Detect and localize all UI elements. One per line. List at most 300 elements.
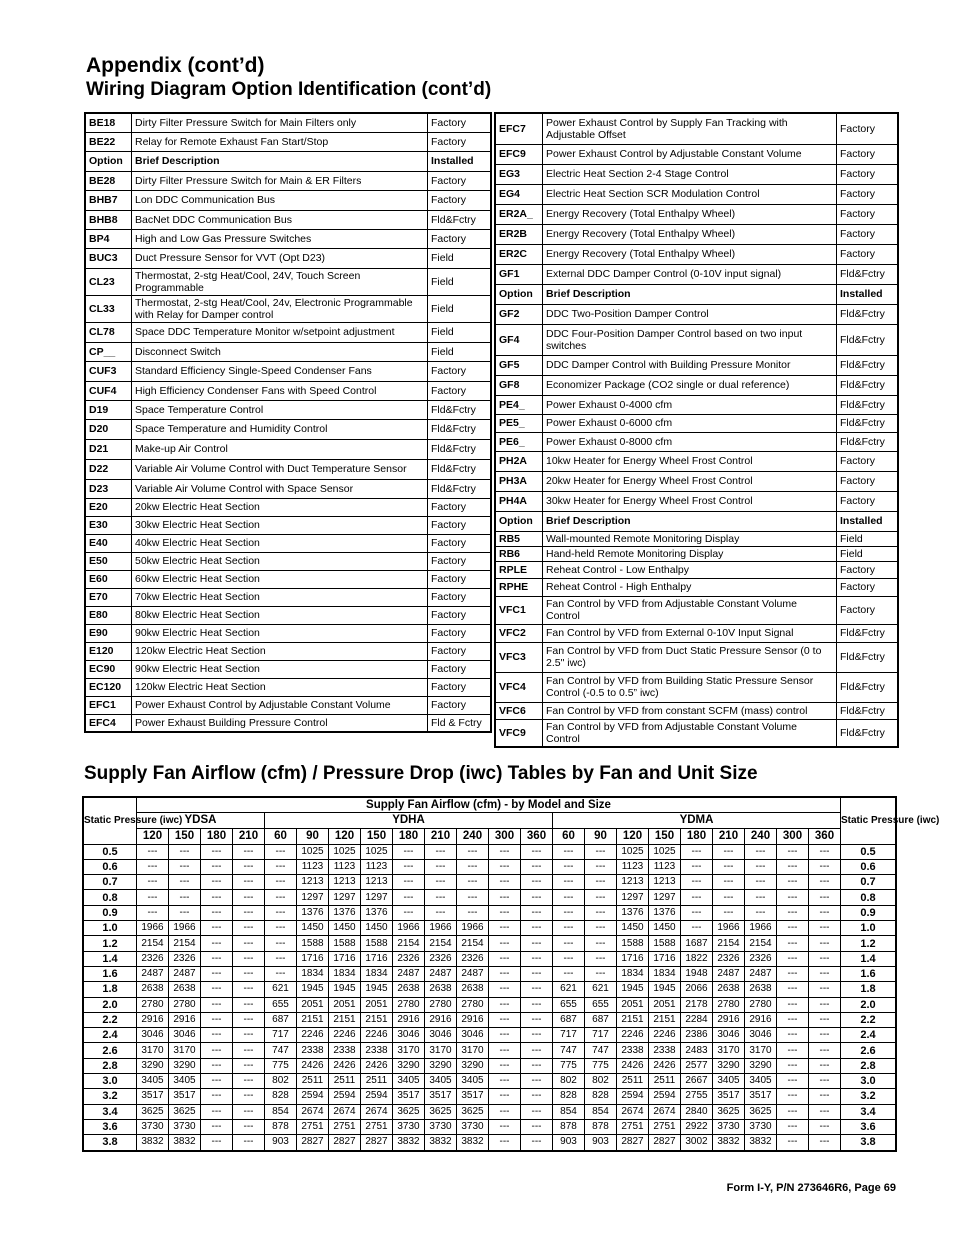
airflow-cell: 2326 xyxy=(457,951,489,966)
static-pressure-cell: 1.8 xyxy=(83,982,137,997)
airflow-cell: 3625 xyxy=(425,1104,457,1119)
fan-size-header: 120 xyxy=(137,828,169,844)
option-code: E70 xyxy=(85,588,132,606)
option-installed: Fld&Fctry xyxy=(837,702,899,719)
airflow-cell: 655 xyxy=(585,997,617,1012)
option-row xyxy=(495,164,898,184)
static-pressure-cell: 1.0 xyxy=(841,921,897,936)
static-pressure-cell: 0.6 xyxy=(841,859,897,874)
option-installed: Factory xyxy=(428,570,492,588)
option-code: D22 xyxy=(85,459,132,479)
option-description: Standard Efficiency Single-Speed Condenser Fans xyxy=(132,361,428,381)
option-row xyxy=(85,570,491,588)
airflow-cell: --- xyxy=(777,1043,809,1058)
airflow-cell: 1588 xyxy=(297,936,329,951)
airflow-cell: 2246 xyxy=(649,1028,681,1043)
airflow-cell: 2511 xyxy=(361,1074,393,1089)
option-description: Power Exhaust 0-8000 cfm xyxy=(543,432,837,451)
airflow-cell: --- xyxy=(553,905,585,920)
option-description: Energy Recovery (Total Enthalpy Wheel) xyxy=(543,224,837,244)
airflow-cell: 2426 xyxy=(617,1058,649,1073)
airflow-cell: 2154 xyxy=(137,936,169,951)
airflow-cell: --- xyxy=(201,1058,233,1073)
option-row xyxy=(85,459,491,479)
airflow-cell: 1716 xyxy=(649,951,681,966)
option-installed-header: Installed xyxy=(428,151,492,171)
airflow-cell: 1297 xyxy=(361,890,393,905)
option-row xyxy=(495,355,898,375)
airflow-cell: --- xyxy=(777,951,809,966)
airflow-cell: --- xyxy=(201,1012,233,1027)
pressure-row xyxy=(83,905,896,920)
fan-size-header: 120 xyxy=(329,828,361,844)
option-row xyxy=(85,295,491,322)
pressure-row xyxy=(83,982,896,997)
airflow-cell: 2674 xyxy=(649,1104,681,1119)
airflow-cell: --- xyxy=(553,890,585,905)
option-code: E120 xyxy=(85,642,132,660)
airflow-cell: --- xyxy=(201,997,233,1012)
airflow-cell: 2151 xyxy=(297,1012,329,1027)
airflow-cell: 747 xyxy=(553,1043,585,1058)
airflow-cell: --- xyxy=(489,951,521,966)
option-description: Fan Control by VFD from Duct Static Pressure Sensor (0 to 2.5" iwc) xyxy=(543,642,837,672)
option-code: CL78 xyxy=(85,322,132,342)
option-code: PH2A xyxy=(495,451,543,471)
static-pressure-cell: 0.6 xyxy=(83,859,137,874)
airflow-cell: 3517 xyxy=(393,1089,425,1104)
option-row xyxy=(495,375,898,395)
airflow-cell: --- xyxy=(521,1104,553,1119)
airflow-cell: 3046 xyxy=(457,1028,489,1043)
airflow-cell: --- xyxy=(809,1135,841,1151)
airflow-cell: 2827 xyxy=(297,1135,329,1151)
airflow-cell: 3046 xyxy=(169,1028,201,1043)
airflow-cell: --- xyxy=(393,905,425,920)
airflow-cell: 3625 xyxy=(169,1104,201,1119)
airflow-cell: 1588 xyxy=(649,936,681,951)
airflow-cell: 2916 xyxy=(393,1012,425,1027)
option-description: DDC Four-Position Damper Control based on two input switches xyxy=(543,324,837,355)
fan-size-header: 240 xyxy=(745,828,777,844)
airflow-cell: 2154 xyxy=(745,936,777,951)
static-pressure-cell: 3.6 xyxy=(841,1119,897,1134)
airflow-cell: 2154 xyxy=(169,936,201,951)
option-description: 30kw Heater for Energy Wheel Frost Control xyxy=(543,491,837,511)
pressure-row xyxy=(83,1058,896,1073)
airflow-cell: --- xyxy=(489,1058,521,1073)
airflow-cell: 1213 xyxy=(649,875,681,890)
airflow-cell: 2511 xyxy=(649,1074,681,1089)
airflow-cell: 2154 xyxy=(713,936,745,951)
airflow-cell: 1588 xyxy=(329,936,361,951)
option-code: VFC1 xyxy=(495,596,543,624)
airflow-cell: 1966 xyxy=(457,921,489,936)
airflow-cell: 2487 xyxy=(457,966,489,981)
airflow-cell: 1966 xyxy=(745,921,777,936)
airflow-cell: 3046 xyxy=(425,1028,457,1043)
pressure-row xyxy=(83,1012,896,1027)
airflow-cell: 2151 xyxy=(649,1012,681,1027)
airflow-cell: --- xyxy=(489,1119,521,1134)
option-row xyxy=(85,534,491,552)
airflow-cell: 2916 xyxy=(745,1012,777,1027)
airflow-cell: --- xyxy=(585,966,617,981)
airflow-cell: 903 xyxy=(553,1135,585,1151)
airflow-cell: 3290 xyxy=(169,1058,201,1073)
static-pressure-cell: 0.8 xyxy=(841,890,897,905)
airflow-cell: 2487 xyxy=(393,966,425,981)
airflow-cell: --- xyxy=(233,1074,265,1089)
airflow-cell: --- xyxy=(681,890,713,905)
airflow-cell: 3517 xyxy=(745,1089,777,1104)
airflow-cell: 3290 xyxy=(137,1058,169,1073)
option-code: BE18 xyxy=(85,113,132,132)
airflow-cell: 1945 xyxy=(649,982,681,997)
airflow-cell: --- xyxy=(201,905,233,920)
option-code: CUF4 xyxy=(85,381,132,400)
airflow-cell: 3625 xyxy=(137,1104,169,1119)
airflow-cell: --- xyxy=(201,1074,233,1089)
airflow-cell: 2827 xyxy=(617,1135,649,1151)
option-installed: Factory xyxy=(428,606,492,624)
option-description: Variable Air Volume Control with Duct Temperature Sensor xyxy=(132,459,428,479)
airflow-cell: --- xyxy=(137,905,169,920)
option-code-header: Option xyxy=(495,511,543,531)
option-row xyxy=(85,588,491,606)
airflow-cell: 1450 xyxy=(617,921,649,936)
airflow-cell: 1450 xyxy=(297,921,329,936)
option-row xyxy=(85,342,491,361)
airflow-cell: 2483 xyxy=(681,1043,713,1058)
fan-size-header: 90 xyxy=(585,828,617,844)
option-header-row xyxy=(495,511,898,531)
pressure-row xyxy=(83,1074,896,1089)
airflow-cell: --- xyxy=(553,875,585,890)
airflow-cell: --- xyxy=(809,921,841,936)
airflow-cell: --- xyxy=(393,859,425,874)
fan-size-header: 210 xyxy=(713,828,745,844)
airflow-cell: --- xyxy=(169,859,201,874)
option-code: BP4 xyxy=(85,229,132,248)
airflow-cell: --- xyxy=(425,875,457,890)
option-installed-header: Installed xyxy=(837,511,899,531)
fan-size-header: 210 xyxy=(425,828,457,844)
airflow-cell: --- xyxy=(713,905,745,920)
airflow-cell: 3625 xyxy=(745,1104,777,1119)
airflow-cell: --- xyxy=(809,1012,841,1027)
airflow-cell: 2594 xyxy=(617,1089,649,1104)
airflow-cell: 2338 xyxy=(329,1043,361,1058)
airflow-cell: 3832 xyxy=(745,1135,777,1151)
airflow-cell: --- xyxy=(809,1028,841,1043)
option-code: EC120 xyxy=(85,678,132,696)
airflow-cell: 3625 xyxy=(457,1104,489,1119)
airflow-cell: 2051 xyxy=(361,997,393,1012)
airflow-cell: --- xyxy=(489,1104,521,1119)
option-code-header: Option xyxy=(495,284,543,304)
airflow-cell: 2326 xyxy=(169,951,201,966)
option-code: VFC4 xyxy=(495,672,543,702)
airflow-cell: --- xyxy=(809,966,841,981)
airflow-cell: --- xyxy=(201,982,233,997)
option-code: EFC1 xyxy=(85,696,132,714)
option-code-header: Option xyxy=(85,151,132,171)
static-pressure-cell: 2.4 xyxy=(83,1028,137,1043)
option-installed: Field xyxy=(428,322,492,342)
airflow-cell: 854 xyxy=(585,1104,617,1119)
airflow-cell: 1966 xyxy=(393,921,425,936)
airflow-cell: 2638 xyxy=(457,982,489,997)
option-description: Duct Pressure Sensor for VVT (Opt D23) xyxy=(132,248,428,268)
option-description: DDC Damper Control with Building Pressure Monitor xyxy=(543,355,837,375)
option-installed: Factory xyxy=(837,144,899,164)
airflow-cell: 3730 xyxy=(169,1119,201,1134)
airflow-cell: --- xyxy=(809,1058,841,1073)
airflow-cell: --- xyxy=(265,859,297,874)
airflow-cell: 1297 xyxy=(649,890,681,905)
airflow-cell: 2780 xyxy=(457,997,489,1012)
airflow-cell: 2511 xyxy=(329,1074,361,1089)
airflow-cell: 2338 xyxy=(649,1043,681,1058)
fan-size-header: 240 xyxy=(457,828,489,844)
option-row xyxy=(495,702,898,719)
airflow-cell: 3730 xyxy=(393,1119,425,1134)
airflow-cell: 2051 xyxy=(617,997,649,1012)
airflow-cell: 3405 xyxy=(745,1074,777,1089)
airflow-cell: --- xyxy=(201,921,233,936)
airflow-cell: --- xyxy=(489,921,521,936)
airflow-cell: 1716 xyxy=(361,951,393,966)
airflow-cell: --- xyxy=(777,982,809,997)
pressure-row xyxy=(83,1043,896,1058)
airflow-cell: --- xyxy=(585,921,617,936)
airflow-cell: 775 xyxy=(265,1058,297,1073)
option-row xyxy=(85,419,491,439)
option-code: D23 xyxy=(85,479,132,498)
airflow-cell: --- xyxy=(233,1104,265,1119)
airflow-cell: 802 xyxy=(265,1074,297,1089)
static-pressure-cell: 0.9 xyxy=(841,905,897,920)
airflow-cell: 2840 xyxy=(681,1104,713,1119)
airflow-cell: --- xyxy=(201,890,233,905)
airflow-cell: 2154 xyxy=(457,936,489,951)
airflow-cell: 3625 xyxy=(713,1104,745,1119)
airflow-cell: --- xyxy=(713,859,745,874)
airflow-cell: 2246 xyxy=(617,1028,649,1043)
airflow-cell: 3625 xyxy=(393,1104,425,1119)
airflow-cell: 1834 xyxy=(361,966,393,981)
airflow-cell: 2916 xyxy=(137,1012,169,1027)
option-row xyxy=(85,381,491,400)
option-code: BUC3 xyxy=(85,248,132,268)
airflow-cell: --- xyxy=(553,921,585,936)
static-pressure-cell: 1.6 xyxy=(83,966,137,981)
airflow-cell: 2638 xyxy=(745,982,777,997)
option-code: GF4 xyxy=(495,324,543,355)
static-pressure-cell: 2.8 xyxy=(83,1058,137,1073)
airflow-cell: 878 xyxy=(265,1119,297,1134)
static-pressure-cell: 2.0 xyxy=(841,997,897,1012)
option-code: PE5_ xyxy=(495,414,543,432)
airflow-cell: 1822 xyxy=(681,951,713,966)
option-description: Make-up Air Control xyxy=(132,439,428,459)
airflow-cell: --- xyxy=(745,890,777,905)
option-row xyxy=(85,714,491,732)
airflow-cell: 717 xyxy=(553,1028,585,1043)
airflow-cell: --- xyxy=(809,905,841,920)
airflow-cell: 1376 xyxy=(297,905,329,920)
static-pressure-cell: 1.4 xyxy=(841,951,897,966)
option-installed: Factory xyxy=(428,660,492,678)
airflow-cell: 3405 xyxy=(393,1074,425,1089)
option-row xyxy=(495,491,898,511)
airflow-cell: 3405 xyxy=(137,1074,169,1089)
option-description: 120kw Electric Heat Section xyxy=(132,678,428,696)
option-row xyxy=(495,451,898,471)
airflow-cell: --- xyxy=(521,1058,553,1073)
option-code: CL23 xyxy=(85,268,132,295)
option-row xyxy=(85,696,491,714)
airflow-cell: --- xyxy=(777,1028,809,1043)
airflow-cell: --- xyxy=(489,1074,521,1089)
airflow-cell: --- xyxy=(777,936,809,951)
airflow-cell: --- xyxy=(713,890,745,905)
airflow-cell: 2338 xyxy=(361,1043,393,1058)
option-installed: Fld&Fctry xyxy=(837,414,899,432)
fan-size-header: 150 xyxy=(361,828,393,844)
airflow-cell: 655 xyxy=(553,997,585,1012)
airflow-cell: --- xyxy=(265,951,297,966)
airflow-cell: --- xyxy=(521,936,553,951)
option-code: ER2B xyxy=(495,224,543,244)
airflow-cell: --- xyxy=(809,890,841,905)
airflow-cell: --- xyxy=(521,1028,553,1043)
option-code: D19 xyxy=(85,400,132,419)
option-description: Electric Heat Section SCR Modulation Control xyxy=(543,184,837,204)
option-row xyxy=(85,132,491,151)
fan-size-header: 150 xyxy=(169,828,201,844)
option-description: 80kw Electric Heat Section xyxy=(132,606,428,624)
fan-size-header: 210 xyxy=(233,828,265,844)
airflow-cell: 2326 xyxy=(745,951,777,966)
airflow-cell: --- xyxy=(585,890,617,905)
airflow-cell: --- xyxy=(201,951,233,966)
airflow-cell: --- xyxy=(393,875,425,890)
airflow-cell: 2594 xyxy=(361,1089,393,1104)
option-description: Lon DDC Communication Bus xyxy=(132,190,428,210)
airflow-cell: 2780 xyxy=(137,997,169,1012)
airflow-cell: 1450 xyxy=(649,921,681,936)
static-pressure-cell: 3.0 xyxy=(841,1074,897,1089)
option-installed: Factory xyxy=(428,361,492,381)
static-pressure-cell: 0.8 xyxy=(83,890,137,905)
option-row xyxy=(495,531,898,546)
airflow-cell: --- xyxy=(521,844,553,859)
option-description: Electric Heat Section 2-4 Stage Control xyxy=(543,164,837,184)
airflow-cell: 2667 xyxy=(681,1074,713,1089)
option-description: 30kw Electric Heat Section xyxy=(132,516,428,534)
airflow-cell: --- xyxy=(265,966,297,981)
airflow-cell: --- xyxy=(233,1012,265,1027)
option-installed: Fld&Fctry xyxy=(837,642,899,672)
airflow-cell: --- xyxy=(233,890,265,905)
airflow-cell: --- xyxy=(521,859,553,874)
airflow-cell: 1213 xyxy=(329,875,361,890)
airflow-cell: 2284 xyxy=(681,1012,713,1027)
airflow-cell: --- xyxy=(489,1028,521,1043)
airflow-cell: 3832 xyxy=(457,1135,489,1151)
airflow-cell: 3405 xyxy=(425,1074,457,1089)
option-description: Dirty Filter Pressure Switch for Main Filters only xyxy=(132,113,428,132)
option-description: Power Exhaust Building Pressure Control xyxy=(132,714,428,732)
airflow-cell: --- xyxy=(681,859,713,874)
option-code: E40 xyxy=(85,534,132,552)
group-header-ydsa: YDSA xyxy=(137,813,265,828)
airflow-cell: 1297 xyxy=(329,890,361,905)
airflow-cell: 3290 xyxy=(745,1058,777,1073)
airflow-cell: --- xyxy=(265,875,297,890)
option-installed-header: Installed xyxy=(837,284,899,304)
airflow-cell: 3405 xyxy=(457,1074,489,1089)
airflow-cell: --- xyxy=(233,1089,265,1104)
static-pressure-cell: 1.8 xyxy=(841,982,897,997)
static-pressure-cell: 3.2 xyxy=(841,1089,897,1104)
airflow-cell: --- xyxy=(585,905,617,920)
airflow-cell: 2246 xyxy=(329,1028,361,1043)
airflow-cell: --- xyxy=(201,1089,233,1104)
airflow-cell: 2674 xyxy=(617,1104,649,1119)
airflow-cell: 3517 xyxy=(457,1089,489,1104)
pressure-row xyxy=(83,997,896,1012)
airflow-cell: 1948 xyxy=(681,966,713,981)
option-description: Fan Control by VFD from External 0-10V Input Signal xyxy=(543,624,837,642)
section-title-supply-fan: Supply Fan Airflow (cfm) / Pressure Drop (iwc) Tables by Fan and Unit Size xyxy=(84,763,758,784)
airflow-cell: --- xyxy=(777,1058,809,1073)
option-row xyxy=(85,678,491,696)
airflow-cell: --- xyxy=(425,859,457,874)
airflow-cell: 3405 xyxy=(713,1074,745,1089)
static-pressure-cell: 0.9 xyxy=(83,905,137,920)
airflow-cell: --- xyxy=(681,905,713,920)
option-table-left xyxy=(84,112,492,733)
airflow-cell: 3170 xyxy=(425,1043,457,1058)
option-code: EG3 xyxy=(495,164,543,184)
airflow-cell: --- xyxy=(521,1135,553,1151)
option-installed: Field xyxy=(428,342,492,361)
airflow-cell: --- xyxy=(553,936,585,951)
option-row xyxy=(495,471,898,491)
option-installed: Factory xyxy=(837,471,899,491)
airflow-cell: 1966 xyxy=(137,921,169,936)
option-description: 10kw Heater for Energy Wheel Frost Control xyxy=(543,451,837,471)
option-row xyxy=(495,324,898,355)
option-row xyxy=(495,596,898,624)
airflow-cell: --- xyxy=(777,1074,809,1089)
option-code: PH4A xyxy=(495,491,543,511)
option-description: DDC Two-Position Damper Control xyxy=(543,304,837,324)
static-pressure-cell: 2.4 xyxy=(841,1028,897,1043)
option-description-header: Brief Description xyxy=(132,151,428,171)
pressure-row xyxy=(83,875,896,890)
airflow-cell: --- xyxy=(809,1104,841,1119)
option-installed: Factory xyxy=(837,578,899,596)
airflow-cell: 1025 xyxy=(329,844,361,859)
airflow-cell: 655 xyxy=(265,997,297,1012)
static-pressure-cell: 1.6 xyxy=(841,966,897,981)
airflow-cell: --- xyxy=(809,997,841,1012)
airflow-cell: --- xyxy=(745,905,777,920)
